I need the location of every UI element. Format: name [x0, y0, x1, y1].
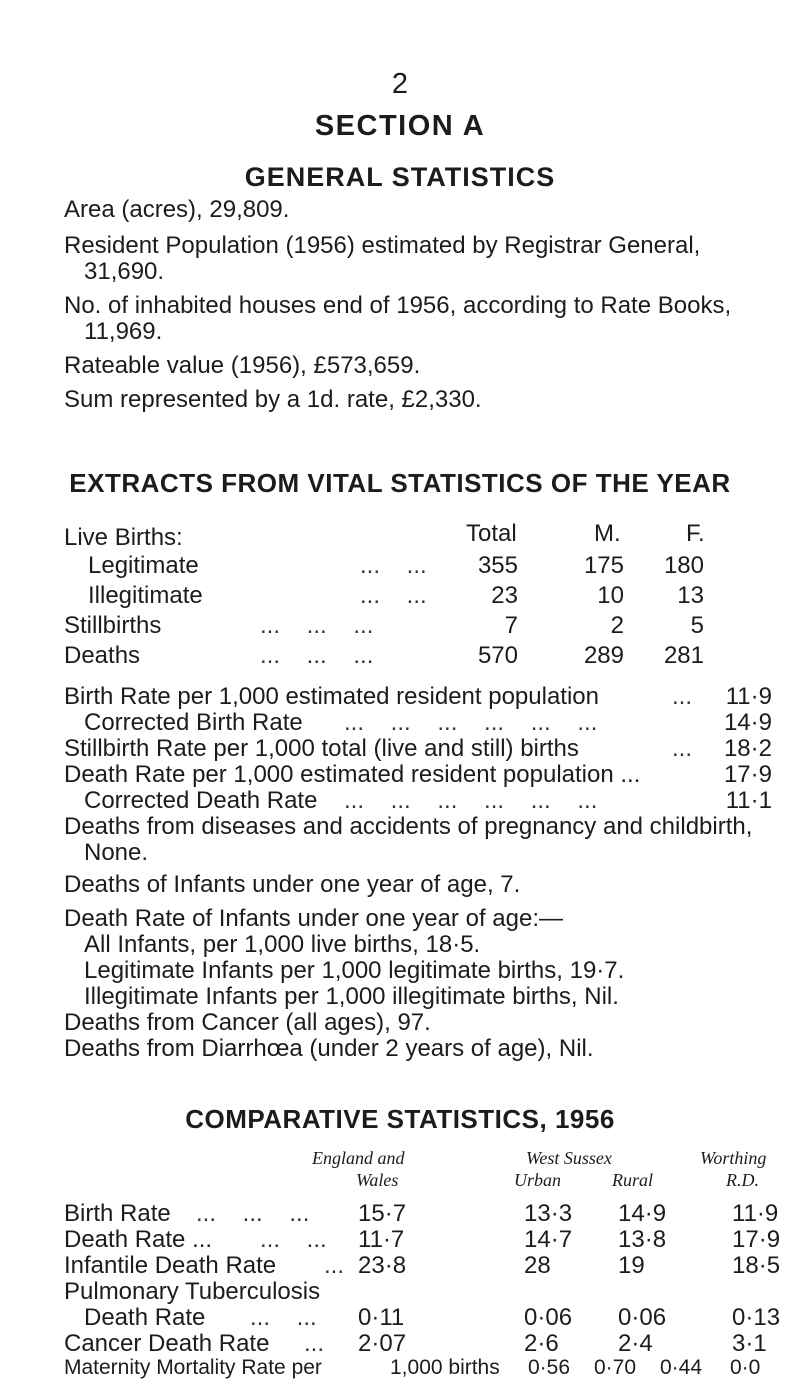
corrected-death-rate-label: Corrected Death Rate [84, 787, 318, 814]
extracts-title: EXTRACTS FROM VITAL STATISTICS OF THE YEAR [69, 468, 731, 498]
stillbirth-rate-label: Stillbirth Rate per 1,000 total (live and still) births [64, 735, 579, 762]
row-label: Stillbirths [64, 612, 162, 639]
total-cell: 7 [504, 612, 518, 639]
death-rate-value: 17·9 [723, 761, 772, 788]
f-cell: 5 [690, 612, 704, 639]
col-england-header: England and [312, 1148, 405, 1168]
birth-rate-value: 11·9 [725, 683, 772, 710]
england-wales-cell: 11·7 [358, 1226, 405, 1253]
page-number: 2 [391, 68, 409, 100]
total-cell: 23 [491, 582, 518, 609]
rural-cell: 2·4 [618, 1330, 653, 1357]
england-wales-cell: 2·07 [358, 1330, 407, 1357]
leader-dots: ... [324, 1252, 345, 1279]
f-cell: 180 [663, 552, 704, 579]
col-m-header: M. [594, 520, 621, 547]
houses-value: 11,969. [84, 318, 163, 345]
corrected-birth-rate-value: 14·9 [723, 709, 772, 736]
row-label: Death Rate ... [64, 1226, 213, 1253]
urban-cell: 0·06 [524, 1304, 573, 1331]
row-label-continued: 1,000 births [390, 1356, 500, 1379]
m-cell: 175 [583, 552, 624, 579]
urban-cell: 14·7 [524, 1226, 573, 1253]
rural-cell: 19 [618, 1252, 645, 1279]
diarrhoea-deaths-line: Deaths from Diarrhœa (under 2 years of age), Nil. [64, 1035, 594, 1062]
leader-dots: ... [304, 1330, 325, 1357]
rural-cell: 0·06 [618, 1304, 667, 1331]
worthing-cell: 3·1 [732, 1330, 767, 1357]
maternal-deaths-line: Deaths from diseases and accidents of pregnancy and childbirth, [64, 813, 753, 840]
infant-legitimate-line: Legitimate Infants per 1,000 legitimate births, 19·7. [84, 957, 625, 984]
m-cell: 10 [597, 582, 624, 609]
leader-dots: ... ... [360, 552, 427, 579]
row-label: Infantile Death Rate [64, 1252, 277, 1279]
m-cell: 289 [583, 642, 624, 669]
stillbirth-rate-value: 18·2 [723, 735, 772, 762]
birth-rate-label: Birth Rate per 1,000 estimated resident population [64, 683, 599, 710]
death-rate-label: Death Rate per 1,000 estimated resident population ... [64, 761, 641, 788]
rateable-line: Rateable value (1956), £573,659. [64, 352, 421, 379]
col-total-header: Total [466, 520, 517, 547]
rural-cell: 14·9 [618, 1200, 667, 1227]
corrected-birth-rate-label: Corrected Birth Rate [84, 709, 303, 736]
worthing-cell: 11·9 [732, 1200, 779, 1227]
leader-dots: ... ... ... [196, 1200, 310, 1227]
total-cell: 355 [477, 552, 518, 579]
row-label: Illegitimate [88, 582, 203, 609]
leader-dots: ... ... [250, 1304, 317, 1331]
m-cell: 2 [610, 612, 624, 639]
england-wales-cell: 0·11 [358, 1304, 405, 1331]
worthing-cell: 0·0 [730, 1356, 761, 1379]
row-label: Legitimate [88, 552, 199, 579]
infant-rate-title: Death Rate of Infants under one year of age:— [64, 905, 563, 932]
comparative-title: COMPARATIVE STATISTICS, 1956 [185, 1104, 615, 1134]
leader-dots: ... ... ... [260, 642, 374, 669]
row-label: Maternity Mortality Rate per [64, 1356, 322, 1379]
rate-sum-line: Sum represented by a 1d. rate, £2,330. [64, 386, 482, 413]
worthing-cell: 18·5 [732, 1252, 781, 1279]
live-births-label: Live Births: [64, 524, 183, 551]
leader-dots: ... ... [360, 582, 427, 609]
area-line: Area (acres), 29,809. [64, 196, 290, 223]
corrected-death-rate-value: 11·1 [725, 787, 772, 814]
row-label: Birth Rate [64, 1200, 171, 1227]
houses-line: No. of inhabited houses end of 1956, according to Rate Books, [64, 292, 732, 319]
f-cell: 281 [663, 642, 704, 669]
urban-cell: 0·70 [594, 1356, 637, 1379]
row-label: Pulmonary Tuberculosis [64, 1278, 321, 1305]
worthing-cell: 17·9 [732, 1226, 781, 1253]
leader-dots: ... [672, 735, 693, 762]
rural-cell: 13·8 [618, 1226, 667, 1253]
england-wales-cell: 15·7 [358, 1200, 407, 1227]
col-west-sussex-header: West Sussex [526, 1148, 612, 1168]
leader-dots: ... ... ... ... ... ... [344, 787, 598, 814]
leader-dots: ... [672, 683, 693, 710]
row-label: Deaths [64, 642, 141, 669]
population-value: 31,690. [84, 258, 165, 285]
leader-dots: ... ... ... [260, 612, 374, 639]
infant-deaths-line: Deaths of Infants under one year of age, 7. [64, 871, 521, 898]
total-cell: 570 [477, 642, 518, 669]
col-urban-header: Urban [514, 1170, 562, 1190]
f-cell: 13 [677, 582, 704, 609]
row-label-continued: Death Rate [84, 1304, 206, 1331]
col-f-header: F. [686, 520, 705, 547]
col-rural-header: Rural [612, 1170, 654, 1190]
worthing-cell: 0·13 [732, 1304, 781, 1331]
cancer-deaths-line: Deaths from Cancer (all ages), 97. [64, 1009, 431, 1036]
general-statistics-title: GENERAL STATISTICS [244, 162, 556, 192]
leader-dots: ... ... ... ... ... ... [344, 709, 598, 736]
rural-cell: 0·44 [660, 1356, 703, 1379]
population-line: Resident Population (1956) estimated by Registrar General, [64, 232, 701, 259]
col-worthing-header-2: R.D. [726, 1170, 759, 1190]
col-worthing-header: Worthing [700, 1148, 767, 1168]
urban-cell: 13·3 [524, 1200, 573, 1227]
row-label: Cancer Death Rate [64, 1330, 270, 1357]
leader-dots: ... ... [260, 1226, 327, 1253]
england-wales-cell: 0·56 [528, 1356, 571, 1379]
urban-cell: 2·6 [524, 1330, 559, 1357]
maternal-deaths-value: None. [84, 839, 149, 866]
infant-all-line: All Infants, per 1,000 live births, 18·5. [84, 931, 481, 958]
urban-cell: 28 [524, 1252, 551, 1279]
infant-illegitimate-line: Illegitimate Infants per 1,000 illegitimate births, Nil. [84, 983, 619, 1010]
section-title: SECTION A [314, 110, 486, 142]
england-wales-cell: 23·8 [358, 1252, 407, 1279]
col-england-header-2: Wales [356, 1170, 399, 1190]
